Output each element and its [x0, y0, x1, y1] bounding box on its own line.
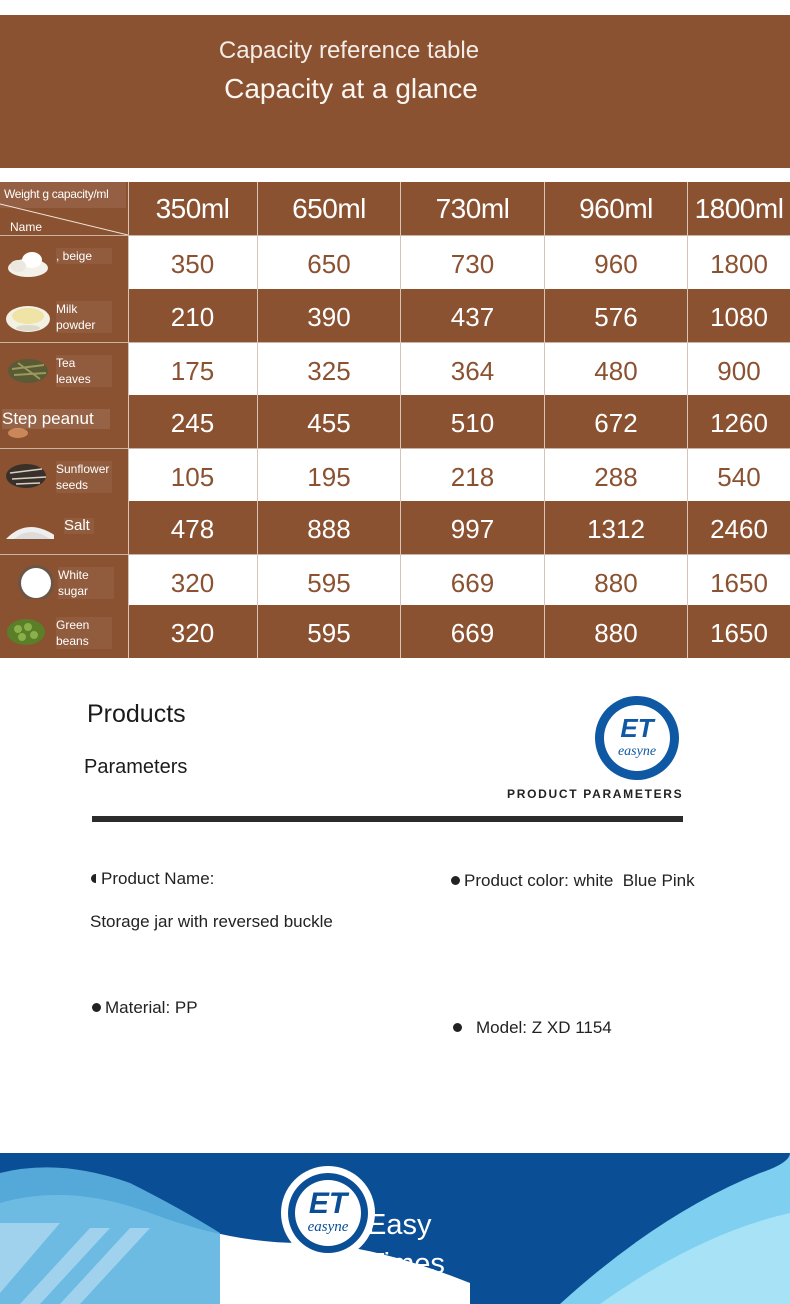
material-label: Material: PP — [105, 998, 198, 1017]
footer-logo-icon — [280, 1165, 376, 1261]
header-banner — [0, 15, 790, 168]
row-name-cell — [0, 605, 128, 658]
row-name-label: White sugar — [58, 567, 114, 599]
column-header: 960ml — [545, 182, 687, 235]
row-name-label: , beige — [56, 248, 112, 264]
table-cell: 672 — [594, 408, 638, 438]
table-cell: 1800 — [710, 249, 768, 279]
row-name-label: Sunflower seeds — [56, 461, 112, 493]
footer-slogan-line2: Times — [367, 1248, 445, 1280]
table-cell: 880 — [594, 568, 638, 598]
table-cell: 1312 — [587, 514, 645, 544]
table-row — [0, 501, 790, 554]
table-cell: 669 — [450, 618, 495, 648]
table-cell: 595 — [307, 568, 351, 598]
table-cell: 480 — [594, 356, 638, 386]
product-name-label: Product Name: — [101, 869, 215, 888]
table-row — [0, 395, 790, 448]
table-cell: 650 — [307, 249, 351, 279]
corner-capacity-label: Weight g capacity/ml — [4, 187, 109, 201]
table-cell: 390 — [307, 302, 351, 332]
table-cell: 1650 — [710, 618, 768, 648]
row-name-label: Tea leaves — [56, 355, 112, 387]
header-title: Capacity reference table — [218, 37, 480, 64]
table-cell: 195 — [307, 462, 351, 492]
corner-name-label: Name — [10, 220, 43, 234]
table-cell: 997 — [450, 514, 495, 544]
column-divider — [400, 182, 401, 658]
table-cell: 880 — [594, 618, 638, 648]
product-name-value: Storage jar with reversed buckle — [90, 912, 333, 931]
column-header: 730ml — [401, 182, 544, 235]
table-cell: 900 — [717, 356, 761, 386]
row-name-cell — [0, 343, 128, 396]
table-row — [0, 289, 790, 342]
column-header: 1800ml — [688, 182, 790, 235]
row-name-label: Milk powder — [56, 301, 112, 333]
model-item — [453, 1018, 612, 1038]
bullet-icon — [451, 876, 460, 885]
table-cell: 175 — [170, 356, 215, 386]
table-cell: 2460 — [710, 514, 768, 544]
table-row — [0, 605, 790, 658]
table-cell: 455 — [307, 408, 351, 438]
product-color-item — [451, 871, 695, 891]
bullet-icon — [92, 1003, 101, 1012]
row-name-label: Salt — [64, 518, 94, 534]
table-row — [0, 554, 790, 607]
column-header: 350ml — [128, 182, 257, 235]
footer-logo-mark: ET — [308, 1187, 348, 1220]
row-name-cell — [0, 395, 128, 448]
table-cell: 105 — [170, 462, 215, 492]
footer-banner — [0, 1153, 790, 1304]
row-name-cell — [0, 289, 128, 342]
table-cell: 437 — [450, 302, 495, 332]
milk-powder-icon — [4, 299, 54, 333]
table-cell: 960 — [594, 249, 638, 279]
tea-leaves-icon — [4, 353, 54, 387]
row-name-cell — [0, 449, 128, 502]
row-name-cell — [0, 236, 128, 289]
table-cell: 1650 — [710, 568, 768, 598]
row-name-cell — [0, 555, 128, 608]
salt-icon — [4, 511, 54, 545]
table-row — [0, 342, 790, 395]
column-divider — [128, 182, 129, 658]
table-cell: 478 — [170, 514, 215, 544]
section-title: Products — [87, 700, 186, 728]
table-cell: 364 — [450, 356, 495, 386]
table-cell: 510 — [450, 408, 495, 438]
model-label: Model: Z XD 1154 — [476, 1018, 612, 1037]
column-divider — [687, 182, 688, 658]
table-cell: 350 — [170, 249, 215, 279]
table-corner-header — [0, 182, 128, 235]
table-cell: 218 — [450, 462, 495, 492]
column-divider — [257, 182, 258, 658]
table-cell: 730 — [450, 249, 495, 279]
section-subtitle: Parameters — [84, 756, 188, 778]
flour-icon — [4, 246, 54, 280]
table-cell: 320 — [170, 568, 215, 598]
row-name-label: Step peanut — [2, 409, 110, 429]
table-row — [0, 235, 790, 288]
product-parameters-section — [0, 658, 790, 1153]
table-cell: 669 — [450, 568, 495, 598]
table-cell: 576 — [594, 302, 638, 332]
table-cell: 1260 — [710, 408, 768, 438]
footer-logo-brand: easyne — [307, 1219, 349, 1235]
row-name-cell — [0, 501, 128, 554]
table-cell: 595 — [307, 618, 351, 648]
table-cell: 245 — [170, 408, 215, 438]
product-color-extra: Blue Pink — [622, 871, 695, 890]
footer-slogan-line1: Easy — [367, 1209, 432, 1241]
table-cell: 888 — [307, 514, 351, 544]
green-beans-icon — [4, 615, 54, 649]
column-header: 650ml — [258, 182, 400, 235]
material-item — [92, 998, 198, 1018]
table-cell: 540 — [717, 462, 761, 492]
table-cell: 320 — [170, 618, 215, 648]
logo-caption: PRODUCT PARAMETERS — [507, 787, 684, 801]
table-cell: 325 — [307, 356, 351, 386]
product-color-label: Product color: white — [464, 871, 614, 890]
logo-brand-text: easyne — [617, 744, 657, 759]
table-cell: 1080 — [710, 302, 768, 332]
table-cell: 288 — [594, 462, 638, 492]
bullet-icon — [453, 1023, 462, 1032]
row-name-label: Green beans — [56, 617, 112, 649]
logo-mark: ET — [620, 713, 654, 743]
column-divider — [544, 182, 545, 658]
brand-logo-icon — [594, 695, 680, 781]
bullet-icon — [91, 874, 96, 883]
table-cell: 210 — [170, 302, 215, 332]
sunflower-seeds-icon — [4, 459, 54, 493]
product-name-item — [91, 869, 214, 889]
divider — [92, 816, 683, 822]
header-subtitle: Capacity at a glance — [224, 73, 478, 104]
white-sugar-icon — [4, 565, 54, 599]
capacity-table — [0, 182, 790, 658]
table-row — [0, 448, 790, 501]
